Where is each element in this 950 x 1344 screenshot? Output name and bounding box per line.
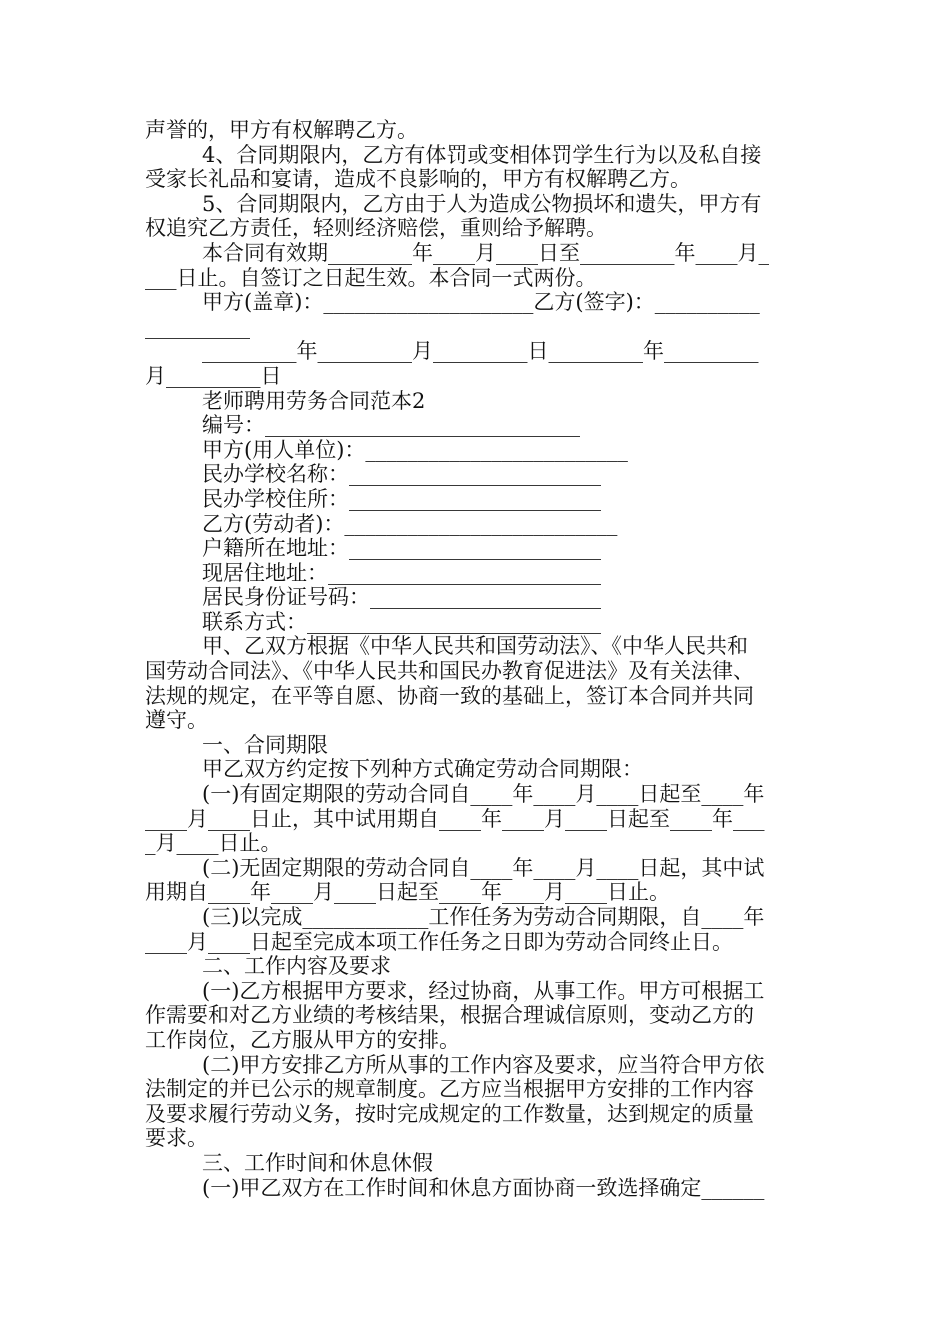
- text-line: 法制定的并已公示的规章制度。乙方应当根据甲方安排的工作内容: [145, 1077, 754, 1102]
- text-line: 法规的规定，在平等自愿、协商一致的基础上，签订本合同并共同: [145, 683, 754, 708]
- text-line: 声誉的，甲方有权解聘乙方。: [145, 118, 418, 142]
- text-line: ____月____日起至完成本项工作任务之日即为劳动合同终止日。: [145, 929, 733, 954]
- text-line: ____月____日止，其中试用期自____年____月____日起至____年___: [145, 806, 765, 831]
- text-line: 受家长礼品和宴请，造成不良影响的，甲方有权解聘乙方。: [145, 167, 691, 192]
- text-line: 二、工作内容及要求: [202, 954, 391, 979]
- text-line: 一、合同期限: [202, 732, 328, 757]
- text-line: 作需要和对乙方业绩的考核结果，根据合理诚信原则，变动乙方的: [145, 1003, 754, 1028]
- contract-body-text: [145, 118, 807, 1200]
- text-line: 国劳动合同法》、《中华人民共和国民办教育促进法》及有关法律、: [145, 659, 754, 684]
- text-line: 甲、乙双方根据《中华人民共和国劳动法》、《中华人民共和: [202, 634, 748, 659]
- text-line: 权追究乙方责任，轻则经济赔偿，重则给予解聘。: [145, 216, 607, 241]
- text-line: (一)有固定期限的劳动合同自____年____月____日起至____年: [202, 782, 765, 807]
- text-line: _________年_________月_________日_________年_________: [202, 339, 759, 364]
- text-line: __________: [145, 314, 250, 339]
- text-line: 三、工作时间和休息休假: [202, 1150, 433, 1175]
- text-line: 要求。: [145, 1126, 208, 1151]
- text-line: 甲方(用人单位)：_________________________: [202, 437, 628, 462]
- text-line: 民办学校住所：________________________: [202, 486, 601, 511]
- text-line: 用期自____年____月____日起至____年____月____日止。: [145, 880, 670, 905]
- text-line: (一)甲乙双方在工作时间和休息方面协商一致选择确定______: [202, 1175, 765, 1200]
- text-line: 户籍所在地址：________________________: [202, 536, 601, 561]
- text-line: (三)以完成____________工作任务为劳动合同期限，自____年: [202, 905, 765, 929]
- text-line: (二)无固定期限的劳动合同自____年____月____日起，其中试: [202, 855, 765, 880]
- text-line: (二)甲方安排乙方所从事的工作内容及要求，应当符合甲方依: [202, 1052, 765, 1077]
- text-line: 甲方(盖章)：____________________乙方(签字)：__________: [202, 290, 760, 315]
- text-line: 居民身份证号码：______________________: [202, 585, 601, 610]
- text-line: 甲乙双方约定按下列种方式确定劳动合同期限：: [202, 757, 643, 782]
- text-line: 联系方式：____________________________: [202, 609, 601, 634]
- text-line: (一)乙方根据甲方要求，经过协商，从事工作。甲方可根据工: [202, 978, 765, 1003]
- text-line: ___日止。自签订之日起生效。本合同一式两份。: [145, 265, 597, 290]
- text-line: 现居住地址：__________________________: [202, 560, 601, 585]
- text-line: 工作岗位，乙方服从甲方的安排。: [145, 1027, 460, 1052]
- text-line: 4、合同期限内，乙方有体罚或变相体罚学生行为以及私自接: [202, 142, 762, 167]
- text-line: 民办学校名称：________________________: [202, 462, 601, 487]
- text-line: 乙方(劳动者)：__________________________: [202, 511, 618, 536]
- text-line: 编号：______________________________: [202, 413, 580, 438]
- text-line: 及要求履行劳动义务，按时完成规定的工作数量，达到规定的质量: [145, 1101, 754, 1126]
- text-line: 5、合同期限内，乙方由于人为造成公物损坏和遗失，甲方有: [202, 191, 762, 216]
- text-line: _月____日止。: [145, 831, 282, 856]
- text-line: 月_________日: [145, 363, 282, 388]
- text-line: 遵守。: [145, 708, 208, 733]
- text-line: 老师聘用劳务合同范本2: [202, 388, 426, 413]
- text-line: 本合同有效期________年____月____日至_________年____月_: [202, 240, 769, 265]
